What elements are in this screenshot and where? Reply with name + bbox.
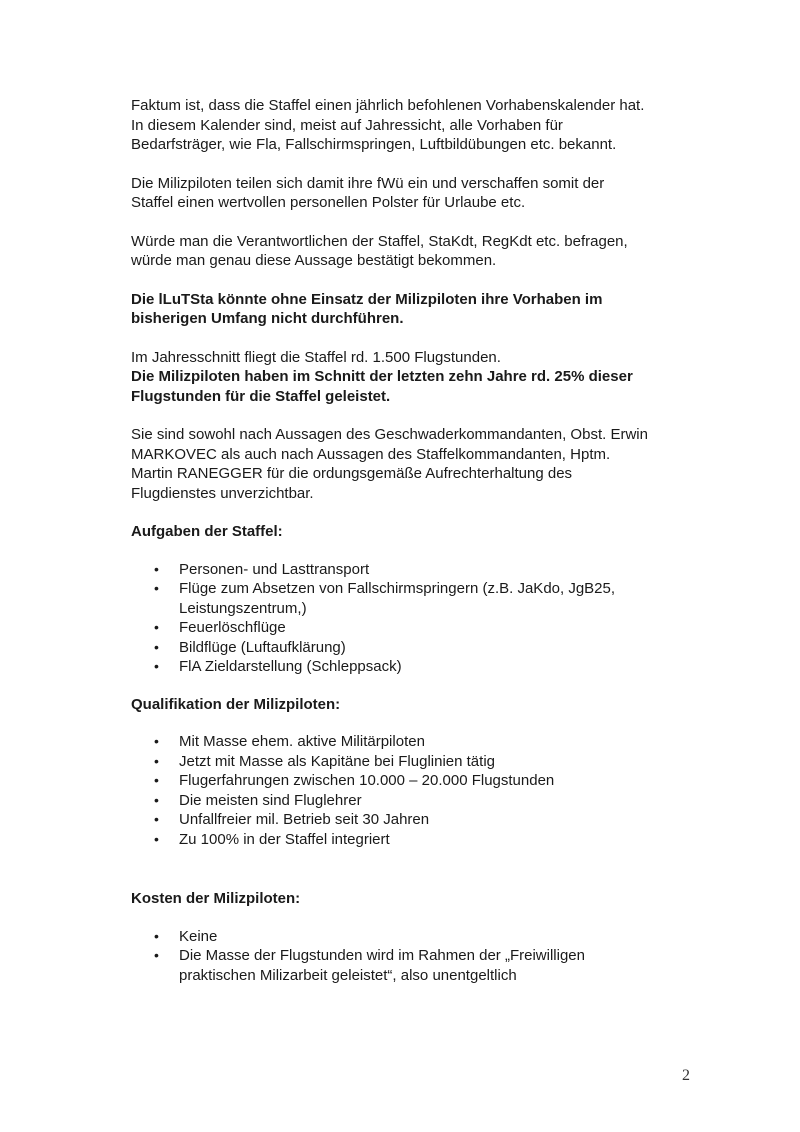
- list-item-text: Zu 100% in der Staffel integriert: [179, 830, 390, 848]
- list-item: [131, 810, 731, 830]
- list-item-text: praktischen Milizarbeit geleistet“, also unentgeltlich: [179, 966, 517, 984]
- paragraph-flugstunden: [131, 348, 731, 407]
- list-item-text: Feuerlöschflüge: [179, 619, 286, 636]
- list-item-text: Die meisten sind Fluglehrer: [179, 791, 362, 809]
- text-line: Die Milizpiloten teilen sich damit ihre fWü ein und verschaffen somit der: [131, 174, 605, 192]
- bullet-icon: •: [154, 560, 159, 577]
- text-line: Im Jahresschnitt fliegt die Staffel rd. 1.500 Flugstunden.: [131, 348, 501, 366]
- list-item-text: Flugerfahrungen zwischen 10.000 – 20.000 Flugstunden: [179, 772, 555, 789]
- text-line: Martin RANEGGER für die ordungsgemäße Aufrechterhaltung des: [131, 465, 573, 482]
- paragraph-milizpiloten-fwue: [131, 174, 731, 213]
- text-line: würde man genau diese Aussage bestätigt bekommen.: [131, 252, 497, 269]
- list-item-text: Jetzt mit Masse als Kapitäne bei Fluglinien tätig: [179, 752, 495, 770]
- bullet-icon: •: [154, 733, 159, 749]
- text-line: bisherigen Umfang nicht durchführen.: [131, 310, 404, 327]
- list-kosten: [131, 927, 731, 986]
- paragraph-ilutsta-statement: [131, 290, 731, 329]
- text-line: Staffel einen wertvollen personellen Polster für Urlaube etc.: [131, 194, 526, 211]
- list-item-text: FlA Zieldarstellung (Schleppsack): [179, 658, 402, 675]
- bullet-icon: •: [154, 947, 159, 963]
- bullet-icon: •: [154, 580, 159, 596]
- list-item: [131, 771, 731, 791]
- list-item-text: Unfallfreier mil. Betrieb seit 30 Jahren: [179, 811, 430, 828]
- list-item: [131, 946, 731, 985]
- list-item: [131, 752, 731, 772]
- bullet-icon: •: [154, 791, 159, 808]
- bullet-icon: •: [154, 772, 159, 788]
- list-qualifikation: [131, 732, 731, 849]
- section-heading-aufgaben: Aufgaben der Staffel:: [131, 523, 283, 540]
- list-item: [131, 791, 731, 811]
- list-item-text: Keine: [179, 927, 218, 945]
- text-line: Die lLuTSta könnte ohne Einsatz der Milizpiloten ihre Vorhaben im: [131, 290, 603, 308]
- text-line: Würde man die Verantwortlichen der Staffel, StaKdt, RegKdt etc. befragen,: [131, 232, 628, 250]
- text-line: Flugstunden für die Staffel geleistet.: [131, 387, 391, 405]
- list-item-text: Mit Masse ehem. aktive Militärpiloten: [179, 733, 425, 750]
- paragraph-kommandanten: [131, 425, 731, 503]
- list-aufgaben: [131, 560, 731, 677]
- list-item-text: Personen- und Lasttransport: [179, 560, 370, 578]
- list-item-text: Bildflüge (Luftaufklärung): [179, 638, 346, 656]
- text-line: Faktum ist, dass die Staffel einen jährlich befohlenen Vorhabenskalender hat.: [131, 97, 645, 114]
- bullet-icon: •: [154, 752, 159, 769]
- bullet-icon: •: [154, 638, 159, 655]
- bullet-icon: •: [154, 830, 159, 847]
- section-heading-kosten: Kosten der Milizpiloten:: [131, 890, 301, 907]
- list-item: [131, 732, 731, 752]
- text-line: In diesem Kalender sind, meist auf Jahressicht, alle Vorhaben für: [131, 116, 563, 134]
- paragraph-vorhabenskalender: [131, 96, 731, 155]
- list-item: [131, 579, 731, 618]
- list-item-text: Leistungszentrum,): [179, 599, 307, 617]
- document-page: [131, 96, 731, 1003]
- spacer: [131, 867, 731, 889]
- list-item-text: Die Masse der Flugstunden wird im Rahmen der „Freiwilligen: [179, 947, 585, 964]
- list-item: [131, 638, 731, 658]
- bullet-icon: •: [154, 811, 159, 827]
- paragraph-verantwortliche: [131, 232, 731, 271]
- bullet-icon: •: [154, 927, 159, 944]
- bullet-icon: •: [154, 619, 159, 635]
- text-line: MARKOVEC als auch nach Aussagen des Staffelkommandanten, Hptm.: [131, 445, 611, 463]
- text-line: Bedarfsträger, wie Fla, Fallschirmspringen, Luftbildübungen etc. bekannt.: [131, 136, 617, 153]
- list-item: [131, 657, 731, 677]
- bullet-icon: •: [154, 658, 159, 674]
- section-heading-qualifikation: Qualifikation der Milizpiloten:: [131, 695, 341, 713]
- list-item: [131, 927, 731, 947]
- list-item: [131, 618, 731, 638]
- text-line: Sie sind sowohl nach Aussagen des Geschwaderkommandanten, Obst. Erwin: [131, 426, 648, 443]
- page-number: 2: [682, 1067, 690, 1084]
- list-item: [131, 830, 731, 850]
- list-item: [131, 560, 731, 580]
- list-item-text: Flüge zum Absetzen von Fallschirmspringern (z.B. JaKdo, JgB25,: [179, 580, 616, 597]
- text-line: Flugdienstes unverzichtbar.: [131, 484, 314, 502]
- text-line: Die Milizpiloten haben im Schnitt der letzten zehn Jahre rd. 25% dieser: [131, 368, 633, 385]
